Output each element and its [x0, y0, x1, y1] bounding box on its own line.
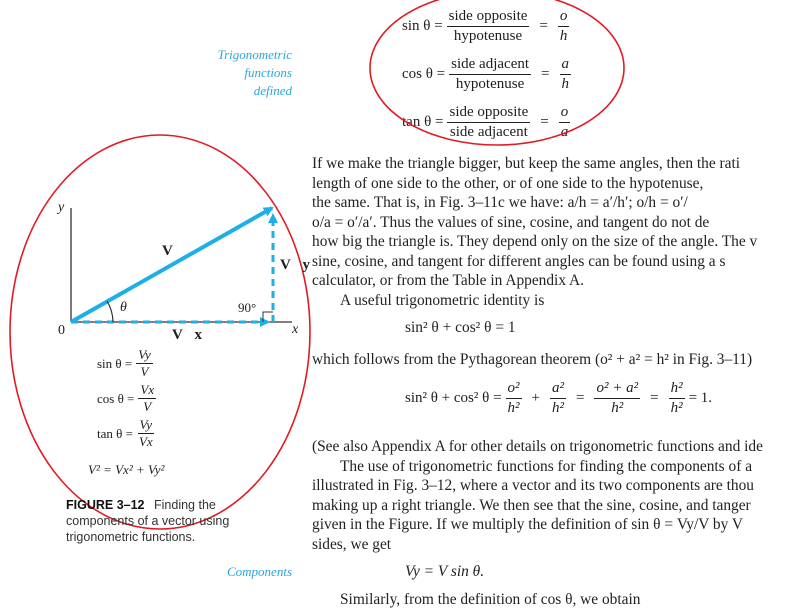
pythag-lhs: sin² θ + cos² θ = [405, 390, 502, 406]
fraction-den: V [140, 364, 149, 379]
figure-caption [66, 497, 286, 545]
fraction-num: side opposite [447, 8, 530, 27]
text-line: calculator, or from the Table in Appendix A. [312, 272, 584, 289]
sin-lhs: sin θ = [402, 17, 443, 34]
fraction-den: h² [611, 400, 624, 416]
margin-note-line: Trigonometric [217, 47, 292, 62]
fraction-den: V [143, 399, 152, 414]
caption-line-1 [66, 497, 286, 513]
figure-cos-eq [97, 381, 160, 416]
fraction-num: Vx [140, 382, 155, 397]
theta-arc [107, 301, 113, 322]
text-line: length of one side to the other, or of one side to the hypotenuse, [312, 174, 704, 192]
ratio-num: a [560, 56, 572, 75]
fraction-num: o² [506, 380, 522, 399]
eq-lhs: tan θ = [97, 425, 133, 441]
text-line: given in the Figure. If we multiply the definition of sin θ = Vy/V by V [312, 516, 743, 533]
fraction-den: hypotenuse [453, 27, 523, 44]
text-line: how big the triangle is. They depend only on the size of the angle. The v [312, 233, 758, 250]
text-line: The use of trigonometric functions for finding the components of a [340, 457, 753, 475]
figure-tan-eq [97, 416, 160, 451]
fraction-den: h² [552, 400, 565, 416]
caption-text: trigonometric functions. [66, 530, 196, 544]
margin-note-line: defined [253, 83, 292, 98]
text-line: (See also Appendix A for other details on trigonometric functions and ide [312, 438, 763, 455]
pythag-rhs: = 1. [688, 390, 713, 406]
fraction-den: h² [670, 400, 683, 416]
text-line: o/a = o′/a′. Thus the values of sine, cosine, and tangent do not de [312, 213, 710, 231]
eq-lhs: sin θ = [97, 355, 133, 371]
fraction [137, 418, 155, 449]
vector-vy-label: V⃗y [280, 257, 310, 273]
figure-label: FIGURE 3–12 [66, 498, 145, 512]
caption-text: Finding the [154, 498, 216, 512]
text-line-cut: Similarly, from the definition of cos θ, we obtain [340, 591, 641, 608]
eq-lhs: cos θ = [97, 390, 135, 406]
fraction-den: h² [507, 400, 520, 416]
fraction-num: Vy [138, 347, 151, 362]
fraction-den: Vx [138, 434, 153, 449]
fraction-num: a² [550, 380, 566, 399]
vy-equation: Vy = V sin θ. [405, 563, 485, 580]
equals-sign: = [650, 390, 659, 406]
equals-sign: = [541, 65, 550, 82]
identity-intro: A useful trigonometric identity is [340, 291, 545, 309]
ratio-num: o [559, 104, 571, 123]
tan-lhs: tan θ = [402, 113, 444, 130]
text-line: making up a right triangle. We then see that the sine, cosine, and tanger [312, 496, 751, 514]
ratio-den: a [560, 123, 569, 140]
equals-sign: = [576, 390, 585, 406]
text-line: the same. That is, in Fig. 3–11c we have: a/h = a′/h′; o/h = o′/ [312, 194, 688, 211]
x-axis-label: x [292, 322, 299, 337]
margin-note-line: functions [244, 65, 292, 80]
fraction [136, 348, 153, 379]
origin-label: 0 [58, 323, 65, 338]
fraction-den: side adjacent [449, 123, 528, 140]
text-line: sine, cosine, and tangent for different angles can be found using a s [312, 252, 726, 270]
fraction-num: o² + a² [594, 380, 640, 399]
pythagorean-line: which follows from the Pythagorean theorem (o² + a² = h² in Fig. 3–11) [312, 351, 753, 368]
right-angle-label: 90° [238, 300, 257, 315]
vector-vx-label: V⃗x [172, 327, 202, 343]
caption-text: components of a vector using [66, 514, 230, 528]
annotation-ellipse-top [370, 0, 624, 145]
trig-identity: sin² θ + cos² θ = 1 [405, 319, 516, 336]
margin-note-components: Components [227, 564, 292, 579]
equals-sign: = [539, 17, 548, 34]
equals-sign: = [540, 113, 549, 130]
text-line: illustrated in Fig. 3–12, where a vector and its two components are thou [312, 477, 754, 494]
y-axis-label: y [58, 200, 65, 215]
figure-v2-eq: V² = Vx² + Vy² [88, 462, 165, 477]
text-line: If we make the triangle bigger, but keep the same angles, then the rati [312, 155, 741, 172]
fraction-num: side opposite [447, 104, 530, 123]
fraction [138, 383, 156, 414]
theta-label: θ [120, 300, 127, 315]
cos-lhs: cos θ = [402, 65, 446, 82]
fraction-num: side adjacent [449, 56, 531, 75]
fraction-num: Vy [139, 417, 153, 432]
ratio-den: h [559, 27, 568, 44]
vector-v-label: V⃗ [162, 243, 185, 259]
ratio-num: o [558, 8, 570, 27]
figure-equations [97, 346, 160, 451]
text-line: sides, we get [312, 535, 392, 553]
fraction-den: hypotenuse [455, 75, 525, 92]
plus-sign: + [531, 390, 541, 406]
fraction-num: h² [669, 380, 685, 399]
figure-sin-eq [97, 346, 160, 381]
ratio-den: h [561, 75, 569, 92]
